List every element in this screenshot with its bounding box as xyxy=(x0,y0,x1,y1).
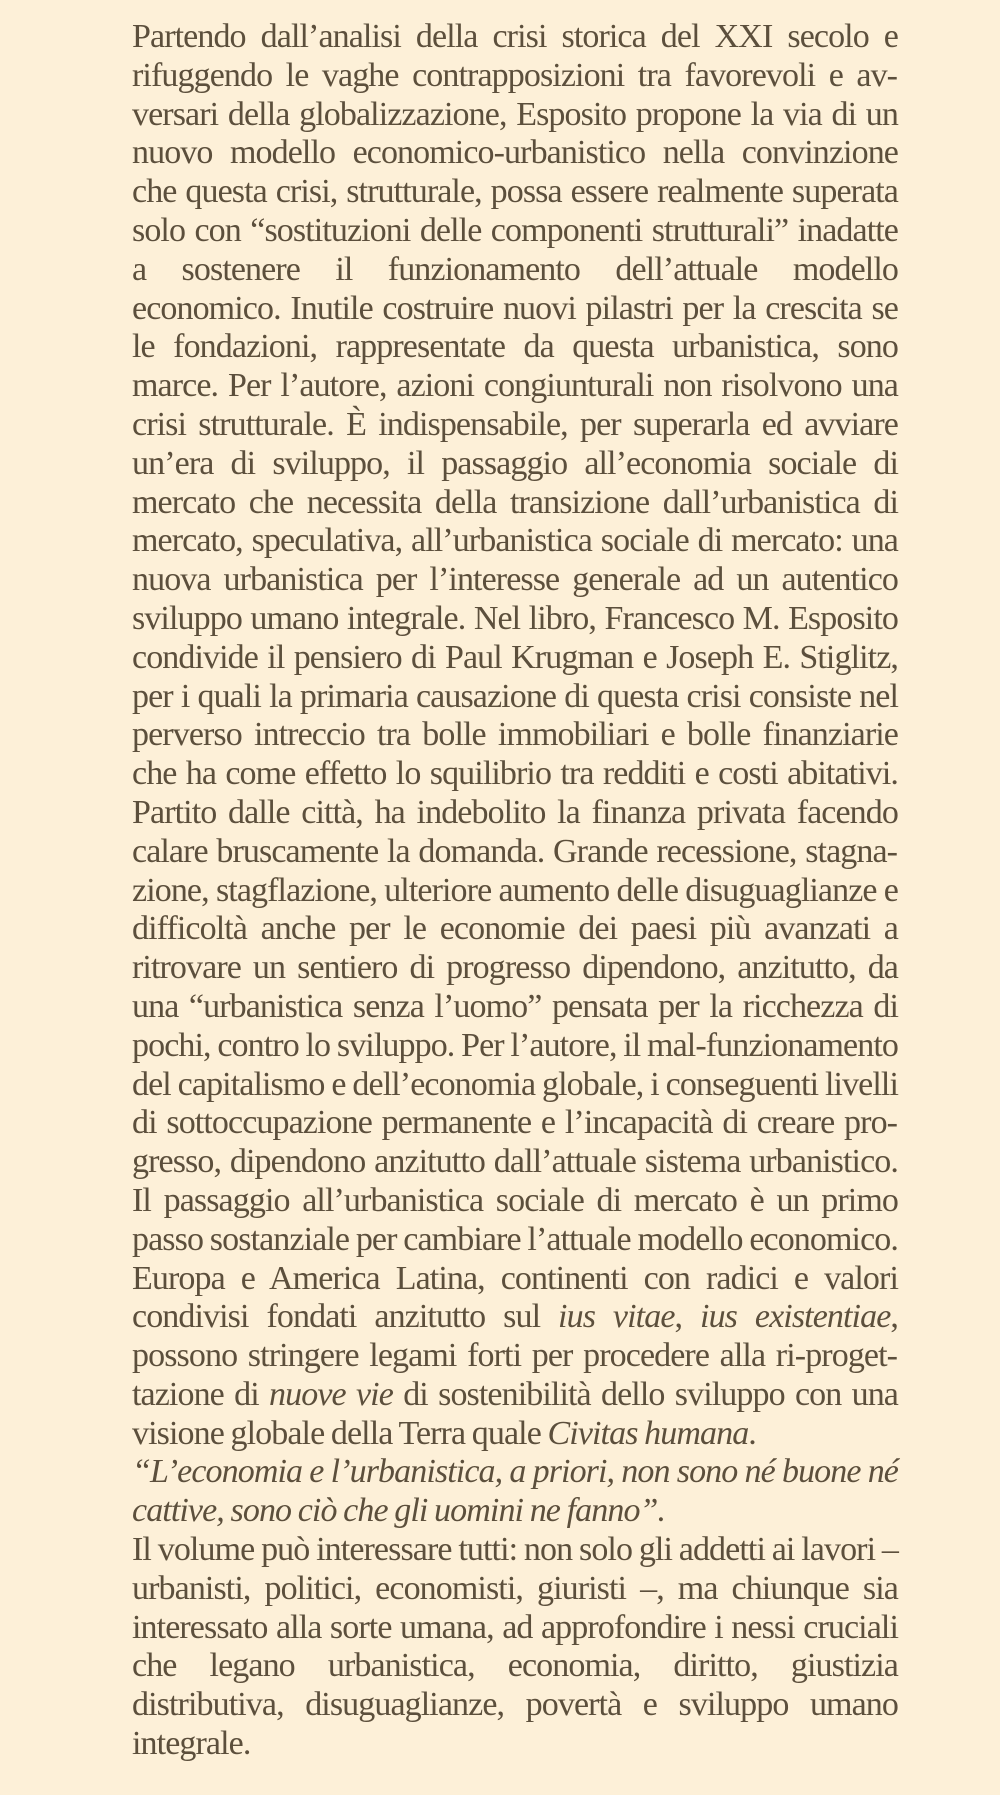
quote-paragraph: “L’economia e l’urbanistica, a priori, non sono né buone né cattive, sono ciò che gli uomini ne fanno”. xyxy=(132,1453,898,1530)
italic-ius-existentiae: ius existentiae xyxy=(700,1298,891,1336)
main-paragraph-text-2: , xyxy=(674,1298,701,1336)
italic-civitas-humana: Civitas humana xyxy=(547,1414,749,1452)
main-paragraph-text-3: , possono stringere legami forti per procedere alla ri-progettazione di xyxy=(132,1298,899,1413)
book-blurb xyxy=(132,18,898,1764)
main-paragraph-text-5: . xyxy=(748,1414,756,1452)
main-paragraph xyxy=(132,18,898,1453)
italic-ius-vitae: ius vitae xyxy=(558,1298,675,1336)
main-paragraph-text-4: di sostenibilità dello sviluppo con una visione globale della Terra quale xyxy=(132,1375,898,1452)
main-paragraph-text: Partendo dall’analisi della crisi storica del XXI secolo e rifuggendo le vaghe contrapposizioni tra favorevoli e avversari della globalizzazione, Esposito propone la via di un nuovo modello economico-urbanistico nella convinzione che questa crisi, strutturale, possa essere realmente superata solo con “sostituzioni delle componenti strutturali” inadatte a sostenere il funzionamento dell’attuale modello economico. Inutile costruire nuovi pilastri per la crescita se le fondazioni, rappresentate da questa urbanistica, sono marce. Per l’autore, azioni congiunturali non risolvono una crisi strutturale. È indispensabile, per superarla ed avviare un’era di sviluppo, il passaggio all’economia sociale di mercato che necessita della transizione dall’urbanistica di mercato, speculativa, all’urbanistica sociale di mercato: una nuova urbanistica per l’interesse generale ad un autentico sviluppo umano integrale. Nel libro, Francesco M. Esposito condivide il pensiero di Paul Krugman e Joseph E. Stiglitz, per i quali la primaria causazione di questa crisi consiste nel perverso intreccio tra bolle immobiliari e bolle finanziarie che ha come effetto lo squilibrio tra redditi e costi abitativi. Partito dalle città, ha indebolito la finanza privata facendo calare bruscamente la domanda. Grande recessione, stagnazione, stagflazione, ulteriore aumento delle disuguaglianze e difficoltà anche per le economie dei paesi più avanzati a ritrovare un sentiero di progresso dipendono, anzitutto, da una “urbanistica senza l’uomo” pensata per la ricchezza di pochi, contro lo sviluppo. Per l’autore, il mal-funzionamento del capitalismo e dell’economia globale, i conseguenti livelli di sottoccupazione permanente e l’incapacità di creare progresso, dipendono anzitutto dall’attuale sistema urbanistico. Il passaggio all’urbanistica sociale di mercato è un primo passo sostanziale per cambiare l’attuale modello economico. Europa e America Latina, continenti con radici e valori condivisi fondati anzitutto sul xyxy=(132,18,898,1336)
italic-nuove-vie: nuove vie xyxy=(269,1375,393,1413)
closing-paragraph: Il volume può interessare tutti: non solo gli addetti ai lavori – urbanisti, politici, economisti, giuristi –, ma chiunque sia interessato alla sorte umana, ad approfondire i nessi cruciali che legano urbanistica, economia, diritto, giustizia distributiva, disuguaglianze, povertà e sviluppo umano integrale. xyxy=(132,1531,898,1763)
